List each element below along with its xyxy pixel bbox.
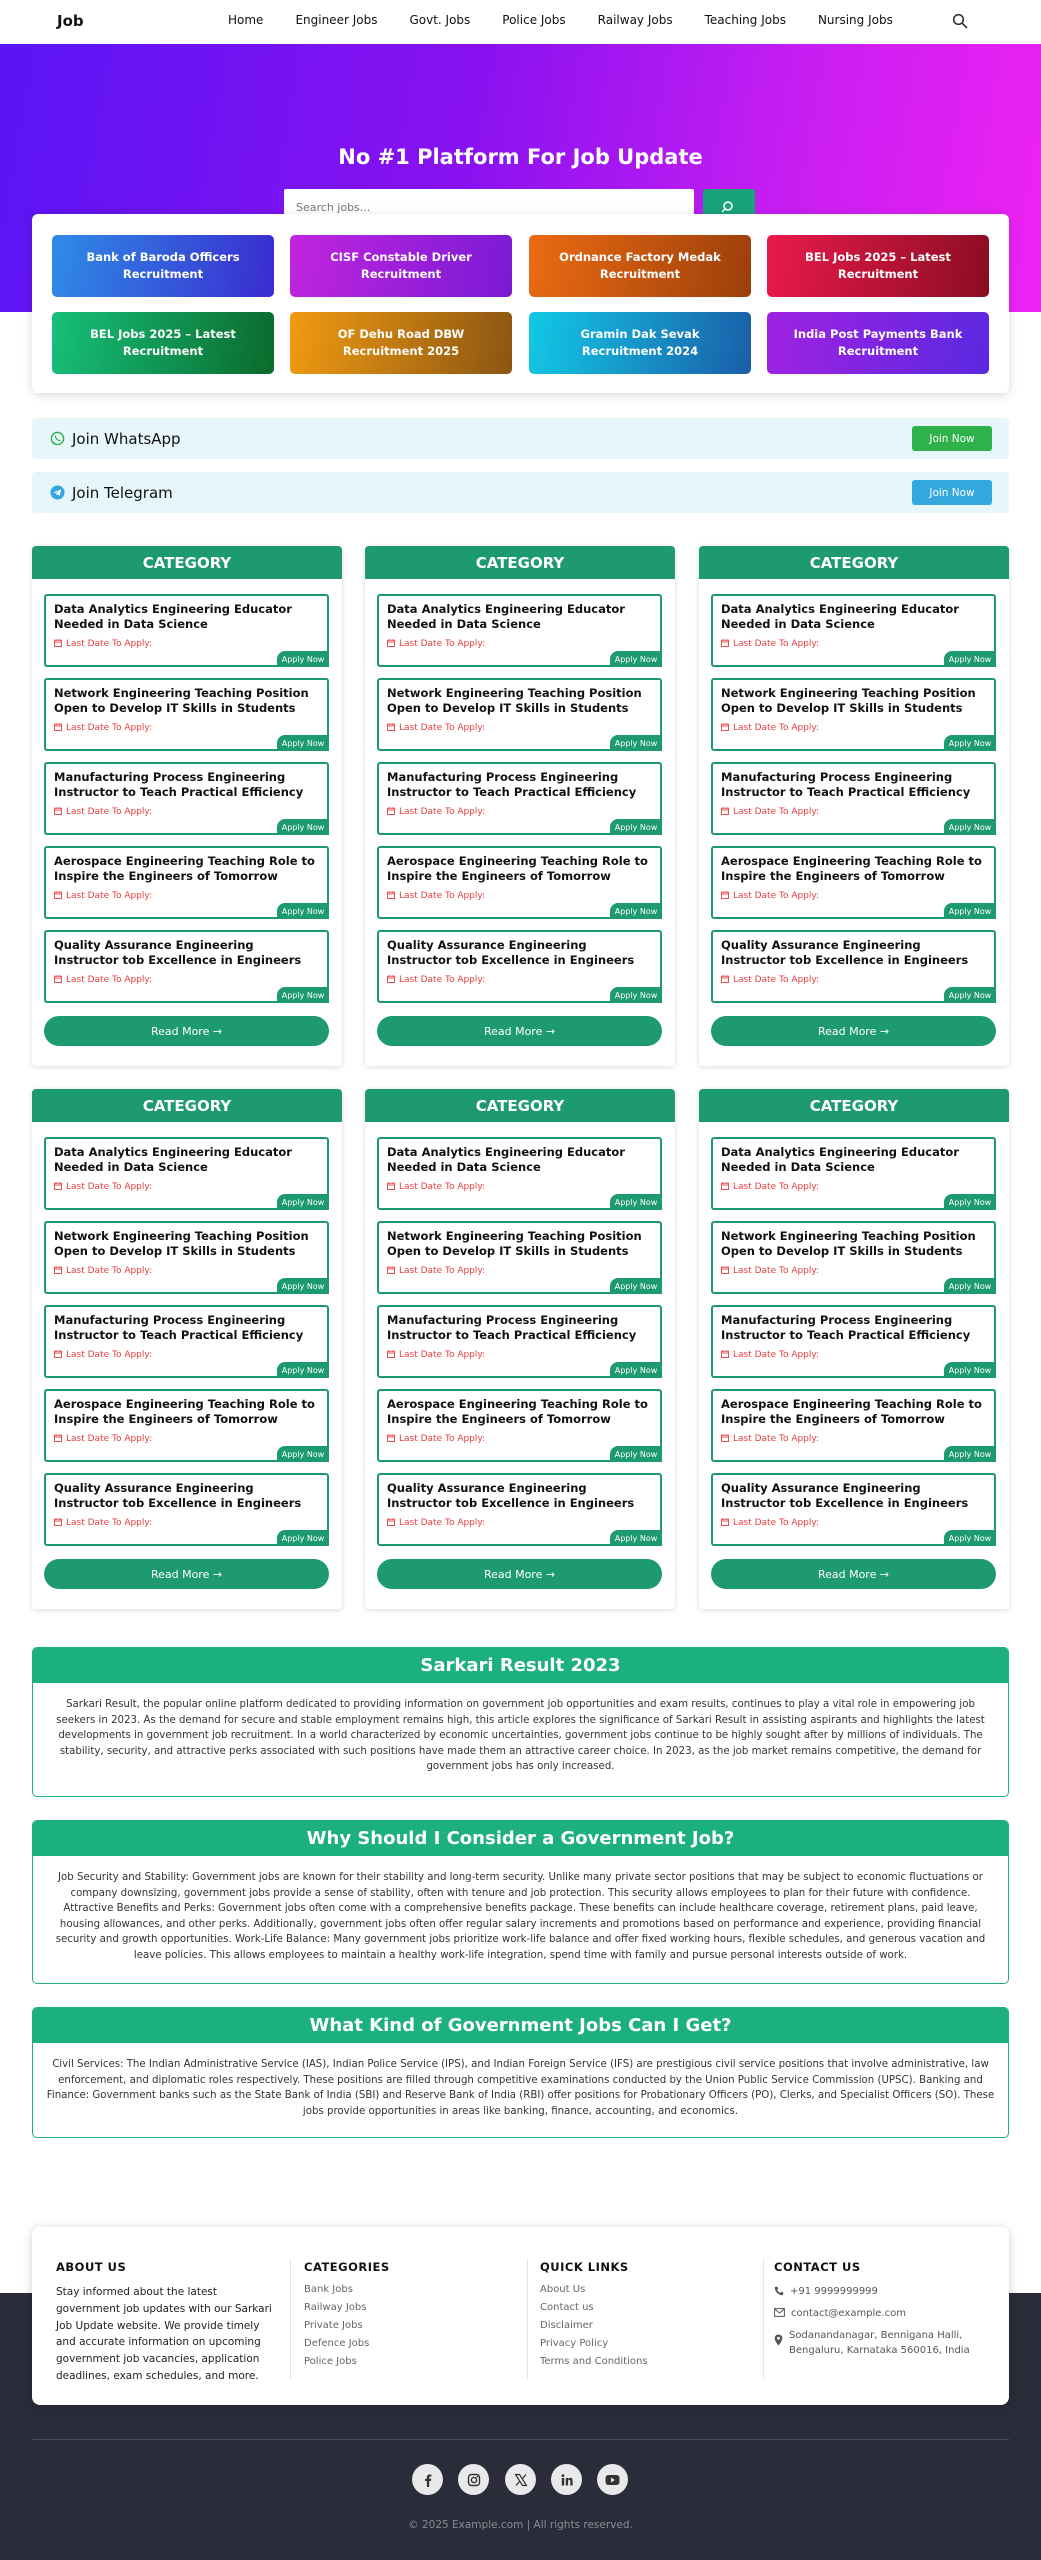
footer-contact-title: CONTACT US [774,2260,861,2274]
apply-now-button[interactable]: Apply Now [944,1194,996,1210]
section-title: What Kind of Government Jobs Can I Get? [33,2008,1008,2043]
featured-job-button[interactable]: India Post Payments Bank Recruitment [767,312,989,374]
read-more-button[interactable]: Read More → [711,1016,996,1046]
telegram-icon [50,485,65,500]
calendar-icon [387,1266,395,1274]
apply-now-button[interactable]: Apply Now [944,651,996,667]
nav-link-engineer-jobs[interactable]: Engineer Jobs [295,13,378,27]
instagram-icon[interactable] [458,2464,489,2495]
footer-about-text: Stay informed about the latest government job updates with our Sarkari Job Update website. We provide timely and accurate information on upcoming government job vacancies, application deadlines, exam schedules, and more. [56,2286,272,2382]
featured-job-button[interactable]: Ordnance Factory Medak Recruitment [529,235,751,297]
footer-category-link[interactable]: Bank Jobs [304,2284,353,2295]
job-title[interactable]: Data Analytics Engineering Educator Needed in Data Science [54,602,292,631]
job-listing[interactable] [44,762,329,835]
apply-now-button[interactable]: Apply Now [610,987,662,1003]
youtube-icon[interactable] [597,2464,628,2495]
job-listing[interactable] [44,930,329,1003]
job-last-date [721,1518,819,1528]
job-last-date-label: Last Date To Apply: [733,807,820,817]
apply-now-button[interactable]: Apply Now [610,735,662,751]
apply-now-button[interactable]: Apply Now [944,735,996,751]
footer-categories [304,2260,504,2374]
footer-categories-title: CATEGORIES [304,2260,390,2274]
job-last-date [387,807,485,817]
read-more-button[interactable]: Read More → [711,1559,996,1589]
footer-quick-links-title: QUICK LINKS [540,2260,629,2274]
job-listing[interactable] [44,1137,329,1210]
apply-now-button[interactable]: Apply Now [277,735,329,751]
calendar-icon [721,1434,729,1442]
job-title[interactable]: Manufacturing Process Engineering Instructor to Teach Practical Efficiency [721,770,971,799]
job-title[interactable]: Aerospace Engineering Teaching Role to Inspire the Engineers of Tomorrow [387,1397,648,1426]
join-whatsapp-button[interactable]: Join Now [912,426,992,451]
job-last-date [387,891,485,901]
job-last-date-label: Last Date To Apply: [399,723,486,733]
job-last-date [54,975,152,985]
location-pin-icon [774,2334,783,2346]
job-listing[interactable] [44,1221,329,1294]
featured-job-button[interactable]: CISF Constable Driver Recruitment [290,235,512,297]
job-title[interactable]: Aerospace Engineering Teaching Role to Inspire the Engineers of Tomorrow [721,1397,982,1426]
job-last-date [54,1266,152,1276]
calendar-icon [54,975,62,983]
footer-category-link[interactable]: Police Jobs [304,2356,357,2367]
join-telegram-label: Join Telegram [72,484,173,502]
apply-now-button[interactable]: Apply Now [277,1530,329,1546]
site-logo[interactable]: Job [57,12,84,30]
join-telegram-bar [32,472,1009,513]
footer-card [32,2227,1009,2405]
job-last-date-label: Last Date To Apply: [399,975,486,985]
job-last-date-label: Last Date To Apply: [66,639,153,649]
info-section-why-government-job [32,1820,1009,1984]
contact-address: Sodanandanagar, Bennigana Halli, Bengaluru, Karnataka 560016, India [789,2330,970,2356]
job-last-date [387,639,485,649]
job-listing[interactable] [377,594,662,667]
job-listing[interactable] [44,1389,329,1462]
job-title[interactable]: Quality Assurance Engineering Instructor tob Excellence in Engineers [54,938,302,967]
job-last-date-label: Last Date To Apply: [66,891,153,901]
nav-link-govt-jobs[interactable]: Govt. Jobs [409,13,471,27]
job-listing[interactable] [377,678,662,751]
job-title[interactable]: Data Analytics Engineering Educator Needed in Data Science [721,1145,959,1174]
apply-now-button[interactable]: Apply Now [944,1362,996,1378]
job-title[interactable]: Manufacturing Process Engineering Instructor to Teach Practical Efficiency [54,770,304,799]
job-listing[interactable] [44,1305,329,1378]
contact-phone[interactable]: +91 9999999999 [790,2286,878,2297]
job-listing[interactable] [377,762,662,835]
job-listing[interactable] [711,1473,996,1546]
job-title[interactable]: Quality Assurance Engineering Instructor tob Excellence in Engineers [54,1481,302,1510]
job-last-date [721,639,819,649]
section-body: Sarkari Result, the popular online platform dedicated to providing information on government job opportunities and exam results, continues to play a vital role in empowering job seekers in 2023. As the demand for secure and stable employment remains high, this article explores the significance of Sarkari Result in assisting aspirants and highlights the latest developments in government job recruitment. In a world characterized by economic uncertainties, government jobs continue to be highly sought after by millions of individuals. The stability, security, and attractive perks associated with such positions have made them an attractive career choice. In 2023, as the job market remains competitive, the demand for government jobs has only increased. [56,1699,985,1772]
job-title[interactable]: Aerospace Engineering Teaching Role to Inspire the Engineers of Tomorrow [54,1397,315,1426]
footer-quick-link[interactable]: Disclaimer [540,2320,593,2331]
job-title[interactable]: Manufacturing Process Engineering Instructor to Teach Practical Efficiency [721,1313,971,1342]
job-title[interactable]: Aerospace Engineering Teaching Role to Inspire the Engineers of Tomorrow [54,854,315,883]
job-last-date [721,1266,819,1276]
job-last-date-label: Last Date To Apply: [66,807,153,817]
featured-job-button[interactable]: OF Dehu Road DBW Recruitment 2025 [290,312,512,374]
calendar-icon [721,1518,729,1526]
category-title: CATEGORY [699,1089,1009,1122]
job-last-date-label: Last Date To Apply: [733,1518,820,1528]
calendar-icon [54,639,62,647]
category-title: CATEGORY [32,1089,342,1122]
featured-job-button[interactable]: Gramin Dak Sevak Recruitment 2024 [529,312,751,374]
section-body: Job Security and Stability: Government jobs are known for their stability and long-term security. Unlike many private sector positions that may be subject to economic fluctuations or company downsizing, government jobs provide a sense of stability, often with tenure and job protection. This security allows employees to plan for their future with confidence. Attractive Benefits and Perks: Government jobs often come with a comprehensive benefits package. These benefits can include healthcare coverage, retirement plans, paid leave, housing allowances, and other perks. Additionally, government jobs often offer regular salary increments and promotions based on performance and experience, providing financial security and growth opportunities. Work-Life Balance: Many government jobs prioritize work-life balance and offer fixed working hours, flexible schedules, and generous vacation and leave policies. This allows employees to maintain a healthy work-life integration, spend time with family and pursue personal interests outside of work. [55,1872,986,1961]
apply-now-button[interactable]: Apply Now [277,651,329,667]
job-title[interactable]: Network Engineering Teaching Position Open to Develop IT Skills in Students [387,1229,642,1258]
job-listing[interactable] [711,1221,996,1294]
job-last-date [54,891,152,901]
linkedin-icon[interactable] [551,2464,582,2495]
join-whatsapp-label: Join WhatsApp [72,430,181,448]
job-listing[interactable] [711,762,996,835]
footer-about [56,2260,281,2385]
calendar-icon [54,891,62,899]
join-telegram-button[interactable]: Join Now [912,480,992,505]
x-icon[interactable] [505,2464,536,2495]
copyright-text: © 2025 Example.com | All rights reserved. [408,2519,633,2531]
job-last-date-label: Last Date To Apply: [66,1182,153,1192]
category-card [32,546,342,1066]
apply-now-button[interactable]: Apply Now [610,1530,662,1546]
apply-now-button[interactable]: Apply Now [277,903,329,919]
job-title[interactable]: Data Analytics Engineering Educator Needed in Data Science [721,602,959,631]
category-card [699,546,1009,1066]
job-last-date [54,639,152,649]
job-last-date-label: Last Date To Apply: [66,1434,153,1444]
job-listing[interactable] [377,1473,662,1546]
nav-link-home[interactable]: Home [228,13,264,27]
apply-now-button[interactable]: Apply Now [277,987,329,1003]
job-title[interactable]: Manufacturing Process Engineering Instructor to Teach Practical Efficiency [387,770,637,799]
featured-job-button[interactable]: Bank of Baroda Officers Recruitment [52,235,274,297]
calendar-icon [387,1350,395,1358]
job-last-date-label: Last Date To Apply: [733,1434,820,1444]
job-last-date [387,975,485,985]
calendar-icon [54,1266,62,1274]
featured-job-button[interactable]: BEL Jobs 2025 – Latest Recruitment [767,235,989,297]
job-last-date [54,1350,152,1360]
job-listing[interactable] [377,1305,662,1378]
job-last-date-label: Last Date To Apply: [733,975,820,985]
featured-jobs-card [32,214,1009,393]
top-nav [0,0,1041,44]
facebook-icon[interactable] [412,2464,443,2495]
job-last-date [721,807,819,817]
calendar-icon [721,639,729,647]
job-listing[interactable] [711,594,996,667]
category-card [699,1089,1009,1609]
apply-now-button[interactable]: Apply Now [944,1278,996,1294]
read-more-button[interactable]: Read More → [377,1559,662,1589]
calendar-icon [54,1518,62,1526]
job-title[interactable]: Network Engineering Teaching Position Open to Develop IT Skills in Students [54,1229,309,1258]
nav-link-nursing-jobs[interactable]: Nursing Jobs [817,13,893,27]
contact-phone-row [774,2284,994,2299]
job-last-date-label: Last Date To Apply: [399,1182,486,1192]
apply-now-button[interactable]: Apply Now [610,1362,662,1378]
apply-now-button[interactable]: Apply Now [944,819,996,835]
category-card [365,546,675,1066]
job-last-date-label: Last Date To Apply: [399,1518,486,1528]
job-last-date-label: Last Date To Apply: [66,1518,153,1528]
job-title[interactable]: Quality Assurance Engineering Instructor tob Excellence in Engineers [387,938,635,967]
job-listing[interactable] [377,1389,662,1462]
job-last-date [54,1518,152,1528]
join-whatsapp-bar [32,418,1009,459]
job-last-date-label: Last Date To Apply: [66,1266,153,1276]
calendar-icon [721,891,729,899]
search-icon[interactable] [952,13,968,29]
calendar-icon [387,1518,395,1526]
calendar-icon [387,807,395,815]
footer-quick-link[interactable]: Privacy Policy [540,2338,609,2349]
info-section-kinds-of-jobs [32,2007,1009,2138]
job-listing[interactable] [377,846,662,919]
footer-quick-links [540,2260,740,2374]
featured-job-button[interactable]: BEL Jobs 2025 – Latest Recruitment [52,312,274,374]
contact-email-row [774,2306,994,2321]
job-last-date-label: Last Date To Apply: [399,1434,486,1444]
job-title[interactable]: Quality Assurance Engineering Instructor tob Excellence in Engineers [721,1481,969,1510]
read-more-button[interactable]: Read More → [44,1559,329,1589]
job-title[interactable]: Network Engineering Teaching Position Open to Develop IT Skills in Students [721,686,976,715]
calendar-icon [387,975,395,983]
nav-link-teaching-jobs[interactable]: Teaching Jobs [704,13,786,27]
apply-now-button[interactable]: Apply Now [277,1194,329,1210]
job-last-date [721,1182,819,1192]
apply-now-button[interactable]: Apply Now [610,819,662,835]
job-listing[interactable] [711,846,996,919]
job-listing[interactable] [44,678,329,751]
job-listing[interactable] [377,1137,662,1210]
job-title[interactable]: Quality Assurance Engineering Instructor tob Excellence in Engineers [387,1481,635,1510]
footer-category-link[interactable]: Private Jobs [304,2320,363,2331]
job-listing[interactable] [711,1305,996,1378]
footer-about-title: ABOUT US [56,2260,127,2274]
category-title: CATEGORY [32,546,342,579]
job-last-date [387,723,485,733]
job-title[interactable]: Aerospace Engineering Teaching Role to Inspire the Engineers of Tomorrow [387,854,648,883]
section-title: Sarkari Result 2023 [33,1648,1008,1683]
apply-now-button[interactable]: Apply Now [610,903,662,919]
calendar-icon [54,1182,62,1190]
calendar-icon [387,1434,395,1442]
email-icon [774,2308,785,2317]
hero-title: No #1 Platform For Job Update [338,145,703,169]
job-last-date-label: Last Date To Apply: [733,723,820,733]
calendar-icon [721,1266,729,1274]
apply-now-button[interactable]: Apply Now [944,987,996,1003]
nav-links [228,13,925,27]
footer-divider [290,2259,291,2379]
calendar-icon [54,723,62,731]
calendar-icon [387,1182,395,1190]
calendar-icon [387,639,395,647]
nav-link-railway-jobs[interactable]: Railway Jobs [597,13,673,27]
category-title: CATEGORY [699,546,1009,579]
job-listing[interactable] [711,930,996,1003]
job-listing[interactable] [711,1137,996,1210]
calendar-icon [721,807,729,815]
job-last-date [54,1434,152,1444]
footer-category-link[interactable]: Defence Jobs [304,2338,370,2349]
calendar-icon [721,723,729,731]
job-listing[interactable] [44,594,329,667]
job-title[interactable]: Manufacturing Process Engineering Instructor to Teach Practical Efficiency [54,1313,304,1342]
job-last-date-label: Last Date To Apply: [733,891,820,901]
job-title[interactable]: Data Analytics Engineering Educator Needed in Data Science [387,602,625,631]
job-last-date [721,723,819,733]
job-last-date [721,1434,819,1444]
whatsapp-icon [50,431,65,446]
job-title[interactable]: Aerospace Engineering Teaching Role to Inspire the Engineers of Tomorrow [721,854,982,883]
category-card [365,1089,675,1609]
read-more-button[interactable]: Read More → [44,1016,329,1046]
contact-email[interactable]: contact@example.com [791,2308,906,2319]
job-last-date-label: Last Date To Apply: [399,639,486,649]
apply-now-button[interactable]: Apply Now [944,903,996,919]
nav-link-police-jobs[interactable]: Police Jobs [502,13,566,27]
job-last-date [387,1518,485,1528]
apply-now-button[interactable]: Apply Now [944,1530,996,1546]
footer-divider [527,2259,528,2379]
calendar-icon [54,1350,62,1358]
job-listing[interactable] [44,846,329,919]
job-title[interactable]: Manufacturing Process Engineering Instructor to Teach Practical Efficiency [387,1313,637,1342]
job-title[interactable]: Network Engineering Teaching Position Open to Develop IT Skills in Students [721,1229,976,1258]
apply-now-button[interactable]: Apply Now [277,819,329,835]
job-last-date [54,723,152,733]
calendar-icon [721,1182,729,1190]
phone-icon [774,2286,784,2296]
job-title[interactable]: Network Engineering Teaching Position Open to Develop IT Skills in Students [387,686,642,715]
job-last-date-label: Last Date To Apply: [399,1266,486,1276]
calendar-icon [387,723,395,731]
job-last-date-label: Last Date To Apply: [66,975,153,985]
category-title: CATEGORY [365,1089,675,1122]
job-last-date-label: Last Date To Apply: [399,807,486,817]
job-listing[interactable] [44,1473,329,1546]
job-last-date-label: Last Date To Apply: [66,723,153,733]
job-listing[interactable] [711,678,996,751]
footer-divider-line [32,2439,1009,2440]
section-body: Civil Services: The Indian Administrative Service (IAS), Indian Police Service (IPS), and Indian Foreign Service (IFS) are prestigious civil service positions that involve administrative, law enforcement, and diplomatic roles respectively. These positions are filled through competitive examinations conducted by the Union Public Service Commission (UPSC). Banking and Finance: Government banks such as the State Bank of India (SBI) and Reserve Bank of India (RBI) offer positions for Probationary Officers (PO), Clerks, and Specialist Officers (SO). These jobs provide opportunities in areas like banking, finance, accounting, and economics. [46,2059,995,2117]
job-last-date [54,1182,152,1192]
job-last-date-label: Last Date To Apply: [733,639,820,649]
apply-now-button[interactable]: Apply Now [277,1278,329,1294]
apply-now-button[interactable]: Apply Now [610,1194,662,1210]
job-last-date-label: Last Date To Apply: [399,1350,486,1360]
job-last-date [387,1182,485,1192]
job-last-date [387,1434,485,1444]
job-listing[interactable] [711,1389,996,1462]
apply-now-button[interactable]: Apply Now [610,1278,662,1294]
job-last-date-label: Last Date To Apply: [733,1350,820,1360]
footer-quick-link[interactable]: Terms and Conditions [540,2356,648,2367]
apply-now-button[interactable]: Apply Now [610,651,662,667]
apply-now-button[interactable]: Apply Now [277,1362,329,1378]
contact-address-row [774,2328,994,2358]
apply-now-button[interactable]: Apply Now [610,1446,662,1462]
calendar-icon [54,1434,62,1442]
job-last-date-label: Last Date To Apply: [66,1350,153,1360]
footer-divider [763,2259,764,2379]
job-last-date [54,807,152,817]
job-last-date-label: Last Date To Apply: [733,1266,820,1276]
job-last-date [721,1350,819,1360]
calendar-icon [387,891,395,899]
job-title[interactable]: Quality Assurance Engineering Instructor tob Excellence in Engineers [721,938,969,967]
info-section-sarkari-result [32,1647,1009,1797]
category-title: CATEGORY [365,546,675,579]
job-last-date [387,1350,485,1360]
calendar-icon [721,1350,729,1358]
job-title[interactable]: Data Analytics Engineering Educator Needed in Data Science [387,1145,625,1174]
job-last-date [387,1266,485,1276]
job-last-date [721,891,819,901]
job-last-date-label: Last Date To Apply: [399,891,486,901]
job-last-date [721,975,819,985]
read-more-button[interactable]: Read More → [377,1016,662,1046]
footer-category-link[interactable]: Railway Jobs [304,2302,367,2313]
footer-quick-link[interactable]: About Us [540,2284,586,2295]
calendar-icon [721,975,729,983]
calendar-icon [54,807,62,815]
job-listing[interactable] [377,1221,662,1294]
job-last-date-label: Last Date To Apply: [733,1182,820,1192]
apply-now-button[interactable]: Apply Now [277,1446,329,1462]
footer-contact [774,2260,994,2365]
section-title: Why Should I Consider a Government Job? [33,1821,1008,1856]
job-listing[interactable] [377,930,662,1003]
category-card [32,1089,342,1609]
job-title[interactable]: Network Engineering Teaching Position Open to Develop IT Skills in Students [54,686,309,715]
footer-quick-link[interactable]: Contact us [540,2302,594,2313]
apply-now-button[interactable]: Apply Now [944,1446,996,1462]
job-title[interactable]: Data Analytics Engineering Educator Needed in Data Science [54,1145,292,1174]
